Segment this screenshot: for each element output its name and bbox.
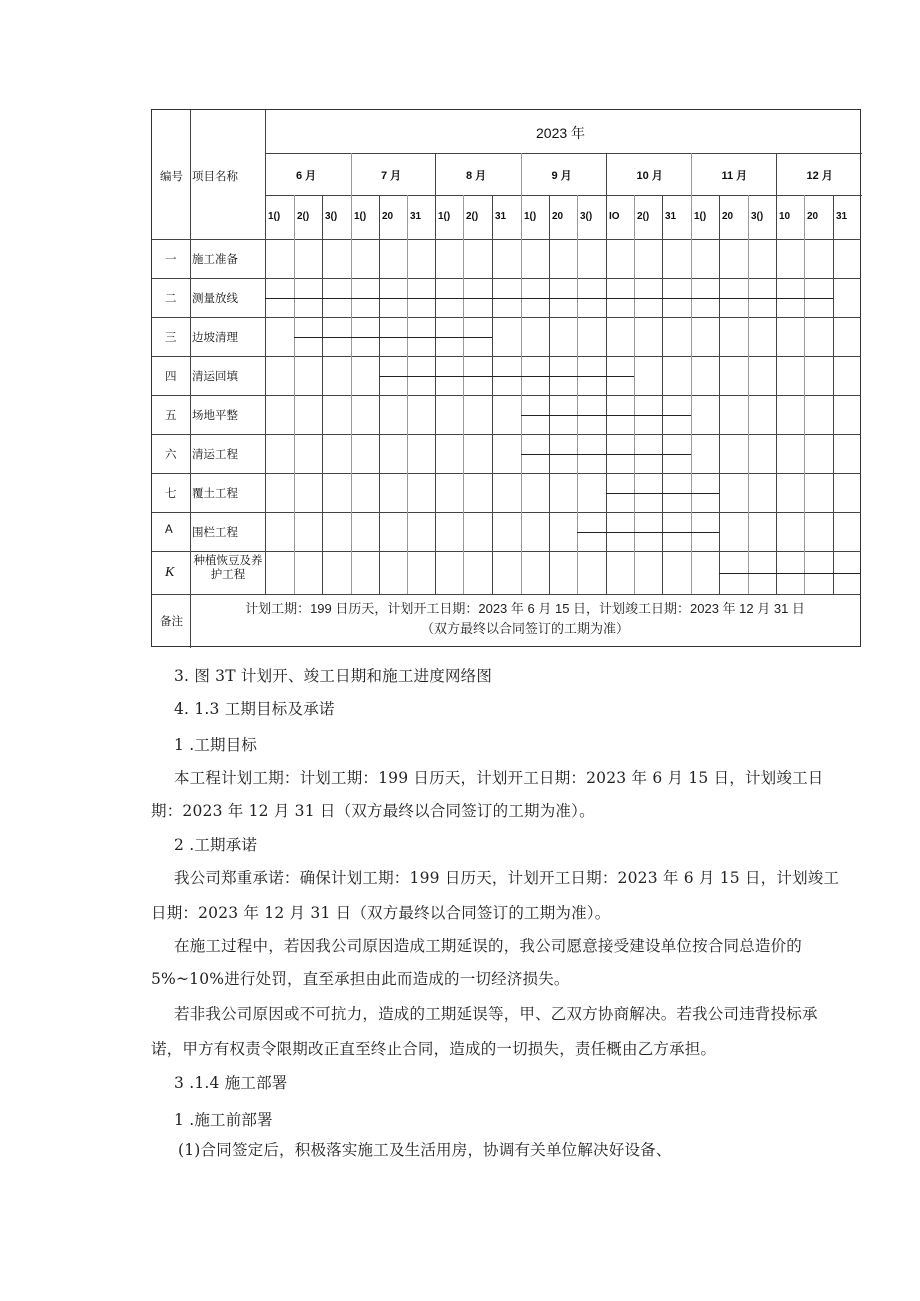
section-heading-4-1-3: 4. 1.3 工期目标及承诺	[174, 700, 335, 718]
paragraph-penalty-line-1: 在施工过程中，若因我公司原因造成工期延误的，我公司愿意接受建设单位按合同总造价的	[174, 937, 803, 955]
task-bar	[521, 415, 691, 416]
remarks-line-1: 计划工期：199 日历天，计划开工日期：2023 年 6 月 15 日，计划竣工日期：2023 年 12 月 31 日	[245, 601, 805, 616]
task-bar	[577, 532, 719, 533]
month-label: 11 月	[721, 170, 748, 182]
header-id-label: 编号	[160, 171, 183, 183]
grid-line	[435, 153, 436, 594]
day-label: 1()	[268, 211, 281, 222]
grid-line	[634, 195, 635, 594]
day-label: 20	[722, 211, 734, 222]
grid-line	[152, 356, 861, 357]
day-label: 2()	[297, 211, 310, 222]
row-id: 三	[165, 331, 177, 344]
grid-line	[748, 195, 749, 594]
grid-line	[606, 153, 607, 594]
grid-line	[152, 551, 861, 552]
grid-line	[379, 195, 380, 594]
grid-line	[691, 153, 692, 594]
row-task-name: 种植恢豆及养护工程	[193, 555, 263, 581]
remarks-label: 备注	[160, 616, 183, 628]
month-label: 6 月	[296, 170, 317, 182]
grid-line	[190, 110, 191, 648]
month-label: 10 月	[636, 170, 663, 182]
subheading-schedule-commitment: 2 .工期承诺	[174, 836, 258, 854]
grid-line	[152, 317, 861, 318]
figure-caption: 3. 图 3T 计划开、竣工日期和施工进度网络图	[174, 667, 493, 685]
day-label: 20	[552, 211, 564, 222]
month-label: 7 月	[381, 170, 402, 182]
grid-line	[463, 195, 464, 594]
grid-line	[322, 195, 323, 594]
day-label: 3()	[751, 211, 764, 222]
paragraph-goal-line-2: 期：2023 年 12 月 31 日（双方最终以合同签订的工期为准）。	[151, 802, 595, 820]
paragraph-commitment-line-2: 日期：2023 年 12 月 31 日（双方最终以合同签订的工期为准）。	[151, 904, 611, 922]
day-label: 2()	[637, 211, 650, 222]
grid-line	[265, 195, 862, 196]
task-bar	[719, 573, 861, 574]
header-year: 2023 年	[536, 125, 586, 141]
paragraph-force-majeure-line-2: 诺，甲方有权责令限期改正直至终止合同，造成的一切损失，责任概由乙方承担。	[151, 1040, 717, 1058]
grid-line	[152, 278, 861, 279]
grid-line	[492, 195, 493, 594]
day-label: 10	[779, 211, 791, 222]
row-id: 四	[165, 370, 177, 383]
row-task-name: 施工准备	[192, 253, 238, 266]
remarks-text	[190, 594, 860, 646]
row-task-name: 边坡清理	[192, 331, 238, 344]
row-task-name: 清运工程	[192, 448, 238, 461]
day-label: 1()	[438, 211, 451, 222]
task-bar	[265, 298, 833, 299]
month-label: 9 月	[551, 170, 572, 182]
section-heading-3-1-4: 3 .1.4 施工部署	[174, 1074, 288, 1092]
grid-line	[549, 195, 550, 594]
grid-line	[662, 195, 663, 594]
day-label: 31	[495, 211, 507, 222]
row-id: 七	[165, 487, 177, 500]
day-label: 1()	[694, 211, 707, 222]
day-label: 31	[410, 211, 422, 222]
row-id: 一	[165, 253, 177, 266]
task-bar	[294, 337, 492, 338]
paragraph-pre-construction-1: (1)合同签定后，积极落实施工及生活用房，协调有关单位解决好设备、	[178, 1141, 672, 1159]
day-label: 31	[836, 211, 848, 222]
subheading-schedule-goal: 1 .工期目标	[174, 736, 258, 754]
grid-line	[152, 512, 861, 513]
grid-line	[265, 110, 266, 594]
grid-line	[521, 153, 522, 594]
paragraph-force-majeure-line-1: 若非我公司原因或不可抗力，造成的工期延误等，甲、乙双方协商解决。若我公司违背投标承	[174, 1005, 818, 1023]
month-label: 12 月	[806, 170, 833, 182]
month-label: 8 月	[466, 170, 487, 182]
paragraph-goal-line-1: 本工程计划工期：计划工期：199 日历天，计划开工日期：2023 年 6 月 15 日，计划竣工日	[174, 769, 824, 787]
day-label: 3()	[580, 211, 593, 222]
task-bar	[521, 454, 691, 455]
grid-line	[577, 195, 578, 594]
grid-line	[719, 195, 720, 594]
day-label: 1()	[524, 211, 537, 222]
row-id: 二	[165, 292, 177, 305]
schedule-gantt-table	[151, 109, 861, 647]
row-task-name: 测量放线	[192, 292, 238, 305]
grid-line	[804, 195, 805, 594]
row-id: 六	[165, 448, 177, 461]
paragraph-penalty-line-2: 5%~10%进行处罚，直至承担由此而造成的一切经济损失。	[151, 970, 570, 988]
grid-line	[833, 195, 834, 594]
row-task-name: 围栏工程	[192, 526, 238, 539]
grid-line	[152, 434, 861, 435]
grid-line	[407, 195, 408, 594]
grid-line	[294, 195, 295, 594]
grid-line	[351, 153, 352, 594]
row-task-name: 清运回填	[192, 370, 238, 383]
task-bar	[379, 376, 634, 377]
row-id: 五	[165, 409, 177, 422]
row-task-name: 场地平整	[192, 409, 238, 422]
grid-line	[152, 594, 861, 595]
task-bar	[606, 493, 719, 494]
day-label: 3()	[325, 211, 338, 222]
paragraph-commitment-line-1: 我公司郑重承诺：确保计划工期：199 日历天，计划开工日期：2023 年 6 月 15 日，计划竣工	[174, 869, 840, 887]
grid-line	[152, 239, 861, 240]
day-label: IO	[609, 211, 620, 222]
row-id: A	[165, 523, 173, 536]
day-label: 31	[665, 211, 677, 222]
row-id: K	[165, 564, 175, 580]
remarks-line-2: （双方最终以合同签订的工期为准）	[420, 621, 629, 636]
subheading-pre-construction: 1 .施工前部署	[174, 1111, 273, 1129]
grid-line	[265, 153, 862, 154]
row-task-name: 覆土工程	[192, 487, 238, 500]
day-label: 20	[807, 211, 819, 222]
grid-line	[776, 153, 777, 594]
header-name-label: 项目名称	[192, 171, 238, 183]
grid-line	[152, 395, 861, 396]
day-label: 2()	[466, 211, 479, 222]
day-label: 1()	[354, 211, 367, 222]
grid-line	[152, 473, 861, 474]
day-label: 20	[382, 211, 394, 222]
